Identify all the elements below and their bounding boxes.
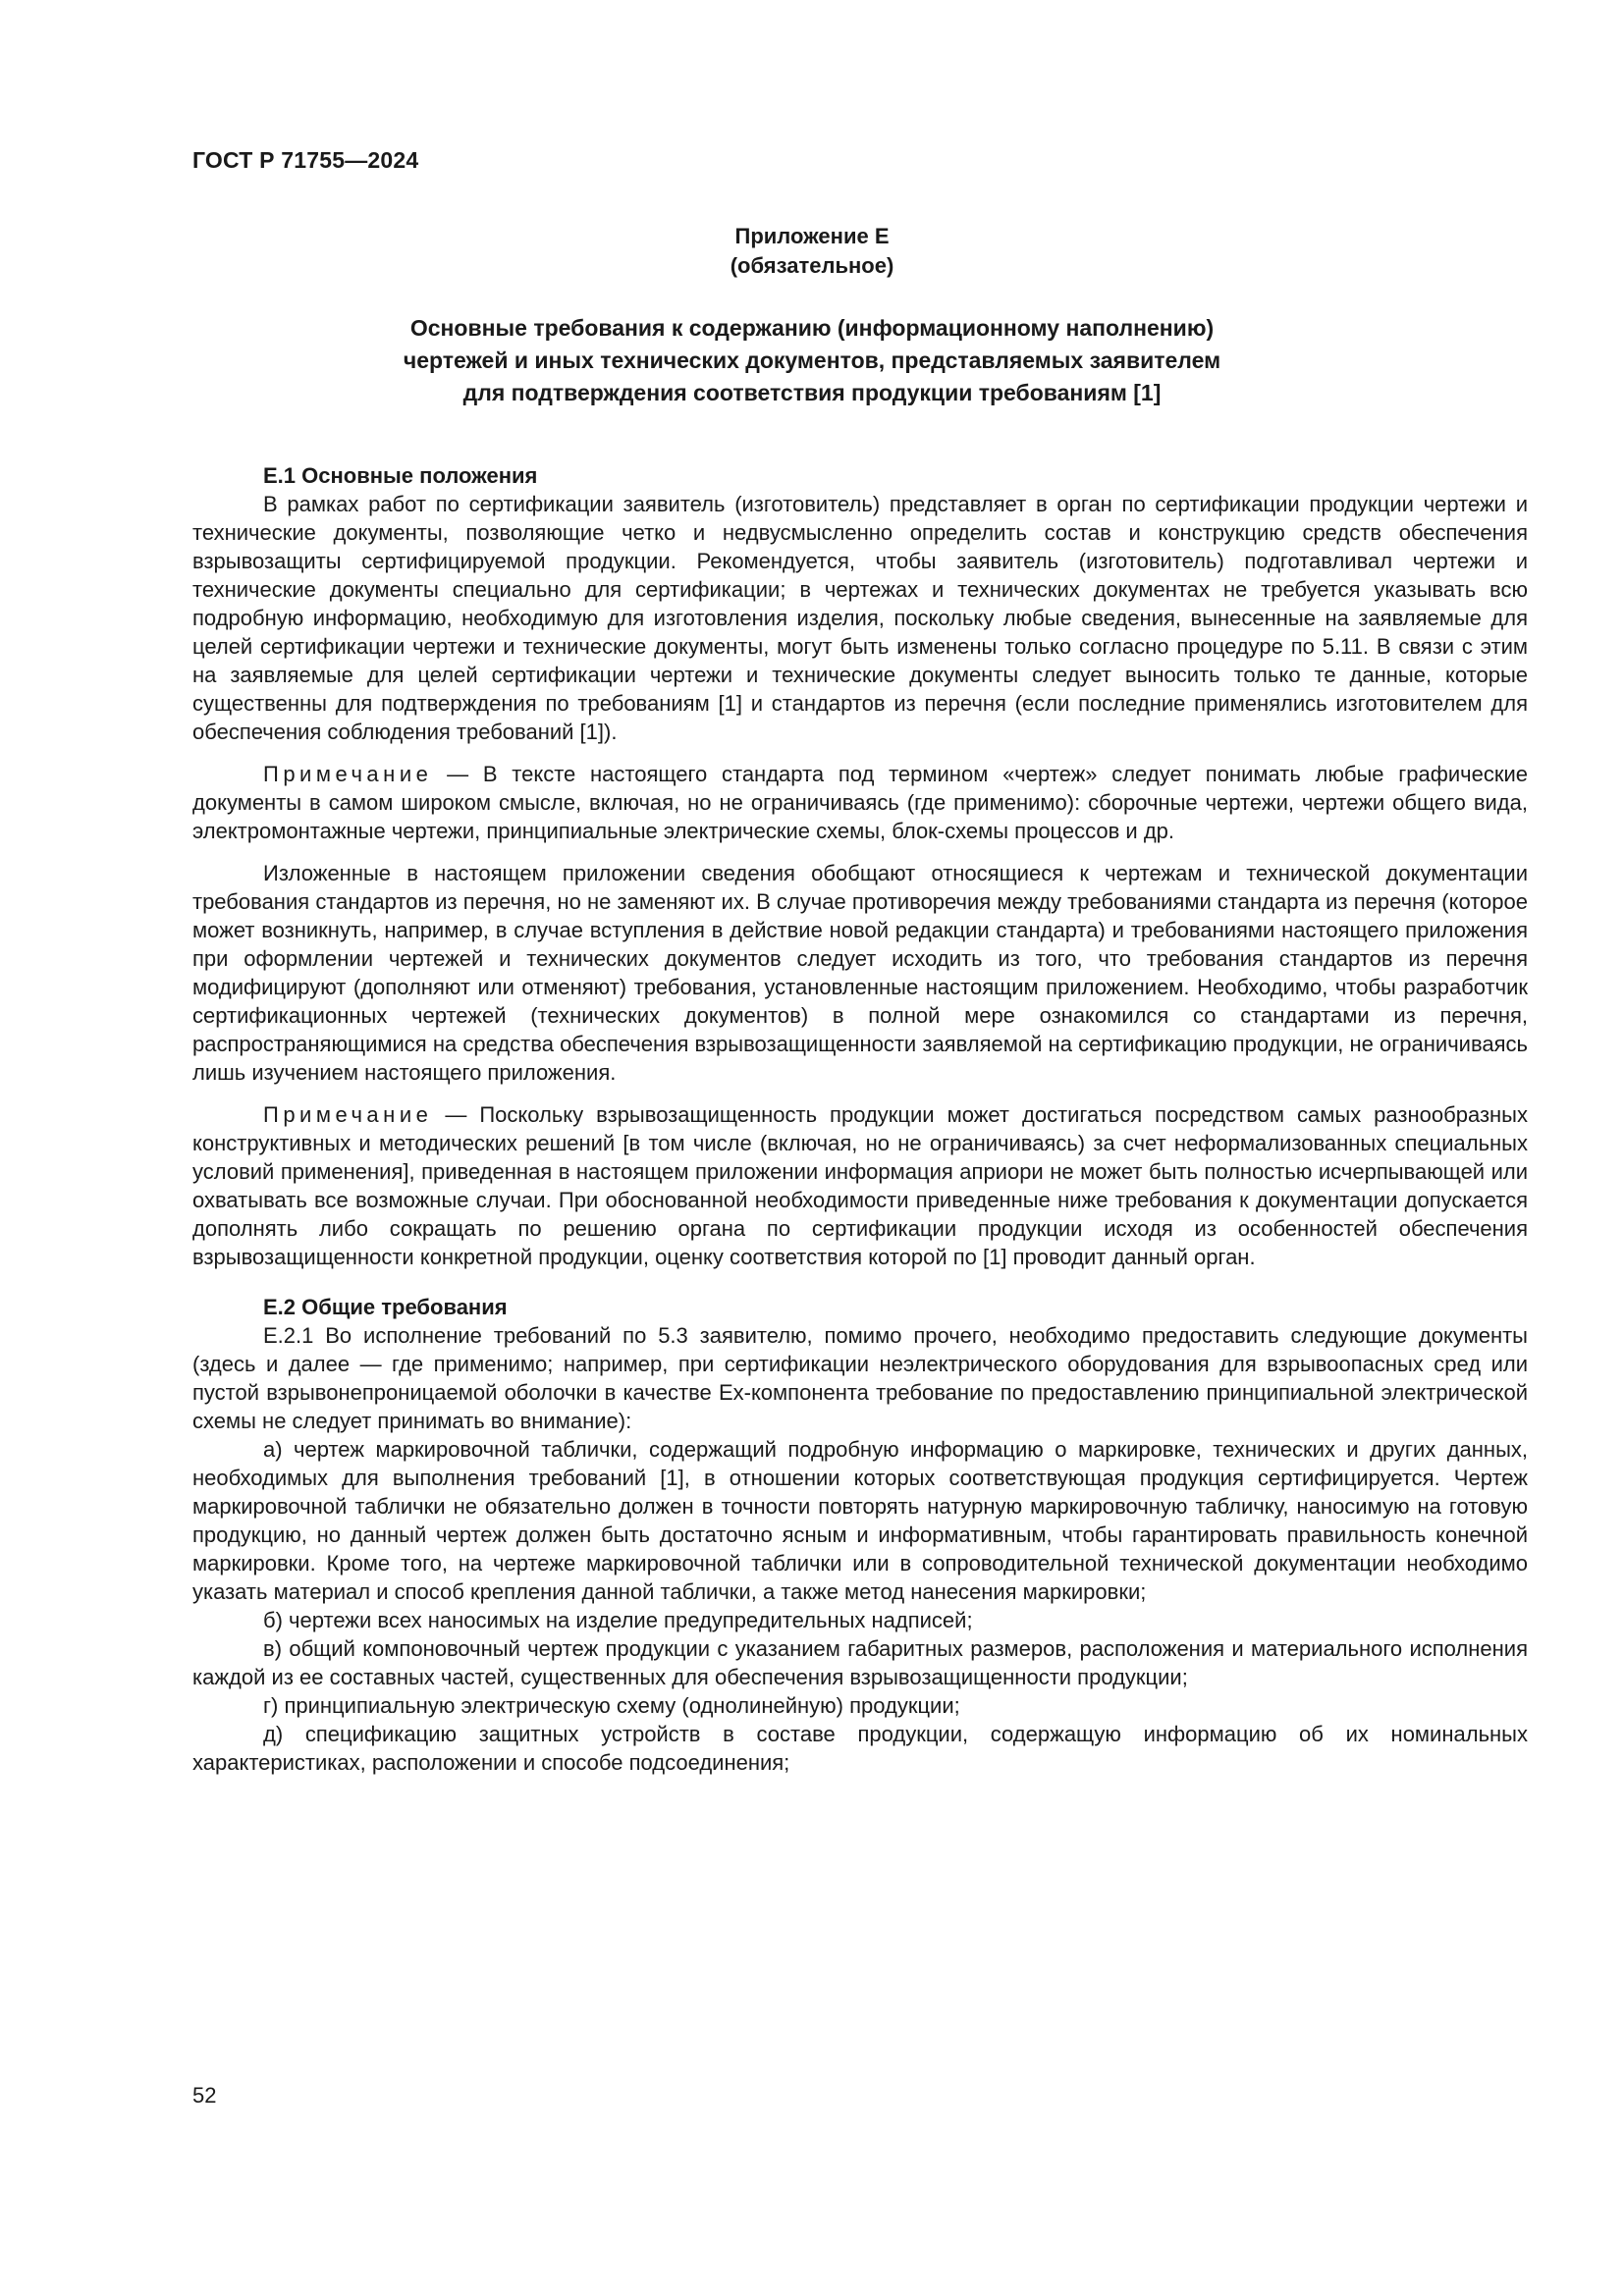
list-item: г) принципиальную электрическую схему (однолинейную) продукции; — [263, 1693, 960, 1718]
note-label: Примечание — [263, 1102, 433, 1127]
note-text: — Поскольку взрывозащищенность продукции может достигаться посредством самых разнообразных конструктивных и методических решений [в том числе (включая, но не ограничиваясь) за счет неформализованных специальных условий применения], приведенная в настоящем приложении информация априори не может быть полностью исчерпывающей или охватывать все возможные случаи. При обоснованной необходимости приведенные ниже требования к документации допускается дополнять либо сокращать по решению органа по сертификации продукции исходя из особенностей обеспечения взрывозащищенности конкретной продукции, оценку соответствия которой по [1] проводит данный орган. — [192, 1102, 1528, 1269]
paragraph: Е.2.1 Во исполнение требований по 5.3 заявителю, помимо прочего, необходимо предоставить следующие документы (здесь и далее — где применимо; например, при сертификации неэлектрического оборудования для взрывоопасных сред или пустой взрывонепроницаемой оболочки в качестве Ex-компонента требование по предоставлению принципиальной электрической схемы не следует принимать во внимание): — [192, 1323, 1528, 1433]
section-heading-e1: Е.1 Основные положения — [263, 463, 538, 488]
paragraph: Изложенные в настоящем приложении сведения обобщают относящиеся к чертежам и технической документации требования стандартов из перечня, но не заменяют их. В случае противоречия между требованиями стандарта из перечня (которое может возникнуть, например, в случае вступления в действие новой редакции стандарта) и требованиями настоящего приложения при оформлении чертежей и технических документов следует исходить из того, что требования стандартов из перечня модифицируют (дополняют или отменяют) требования, установленные настоящим приложением. Необходимо, чтобы разработчик сертификационных чертежей (технических документов) в полной мере ознакомился со стандартами из перечня, распространяющимися на средства обеспечения взрывозащищенности заявляемой на сертификацию продукции, не ограничиваясь лишь изучением настоящего приложения. — [192, 861, 1528, 1085]
section-heading-e2: Е.2 Общие требования — [263, 1295, 508, 1319]
annex-label: Приложение Е — [734, 224, 890, 248]
document-code: ГОСТ Р 71755—2024 — [192, 147, 419, 173]
note — [192, 760, 1528, 845]
list-item: б) чертежи всех наносимых на изделие предупредительных надписей; — [263, 1608, 973, 1632]
annex-title-line: чертежей и иных технических документов, представляемых заявителем — [403, 347, 1221, 373]
list-item: д) спецификацию защитных устройств в составе продукции, содержащую информацию об их номинальных характеристиках, расположении и способе подсоединения; — [192, 1722, 1528, 1775]
annex-title-line: Основные требования к содержанию (информационному наполнению) — [409, 315, 1215, 341]
note — [192, 1100, 1528, 1271]
annex-title-line: для подтверждения соответствия продукции требованиям [1] — [462, 380, 1162, 405]
note-text: — В тексте настоящего стандарта под термином «чертеж» следует понимать любые графические документы в самом широком смысле, включая, но не ограничиваясь (где применимо): сборочные чертежи, чертежи общего вида, электромонтажные чертежи, принципиальные электрические схемы, блок-схемы процессов и др. — [192, 762, 1528, 843]
list-item: в) общий компоновочный чертеж продукции с указанием габаритных размеров, расположения и материального исполнения каждой из ее составных частей, существенных для обеспечения взрывозащищенности продукции; — [192, 1636, 1528, 1689]
annex-label-block — [192, 222, 1432, 281]
paragraph: В рамках работ по сертификации заявитель (изготовитель) представляет в орган по сертификации продукции чертежи и технические документы, позволяющие четко и недвусмысленно определить состав и конструкцию средств обеспечения взрывозащиты сертифицируемой продукции. Рекомендуется, чтобы заявитель (изготовитель) подготавливал чертежи и технические документы специально для сертификации; в чертежах и технических документах не требуется указывать всю подробную информацию, необходимую для изготовления изделия, поскольку любые сведения, вынесенные на заявляемые для целей сертификации чертежи и технические документы, могут быть изменены только согласно процедуре по 5.11. В связи с этим на заявляемые для целей сертификации чертежи и технические документы следует выносить только те данные, которые существенны для подтверждения по требованиям [1] и стандартов из перечня (если последние применялись изготовителем для обеспечения соблюдения требований [1]). — [192, 492, 1528, 744]
annex-status: (обязательное) — [730, 253, 894, 278]
page-number: 52 — [192, 2083, 217, 2108]
note-label: Примечание — [263, 762, 433, 786]
annex-title — [192, 312, 1432, 409]
document-body — [192, 461, 1528, 1777]
list-item: а) чертеж маркировочной таблички, содержащий подробную информацию о маркировке, технических и других данных, необходимых для выполнения требований [1], в отношении которых соответствующая продукция сертифицируется. Чертеж маркировочной таблички не обязательно должен в точности повторять натурную маркировочную табличку, наносимую на готовую продукцию, но данный чертеж должен быть достаточно ясным и информативным, чтобы гарантировать правильность конечной маркировки. Кроме того, на чертеже маркировочной таблички или в сопроводительной технической документации необходимо указать материал и способ крепления данной таблички, а также метод нанесения маркировки; — [192, 1437, 1528, 1604]
